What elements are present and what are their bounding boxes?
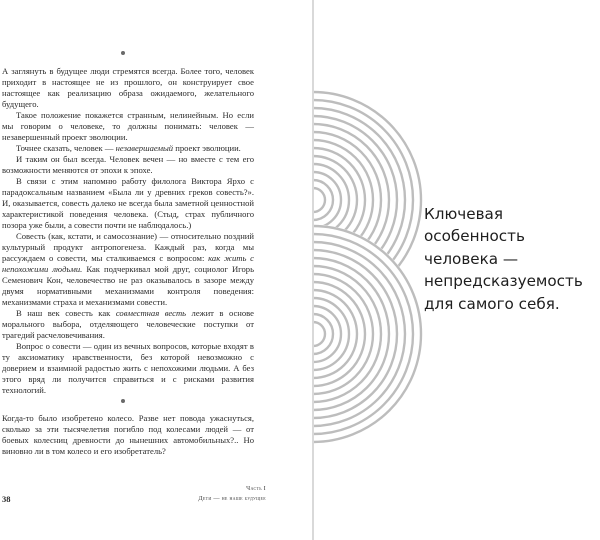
pull-quote-line: Ключевая bbox=[424, 205, 503, 223]
paragraph: Вопрос о совести — один из вечных вопросов, которые входят в ту аксиоматику нравственности, без которой невозможно с доверием и взаимной радостью жить с непохожими людьми. А без этого вряд ли получится справиться и с рисками развития технологий. bbox=[2, 341, 254, 395]
part-label: Часть I bbox=[246, 485, 266, 492]
paragraph: В наш век совесть как совместная весть лежит в основе морального выбора, отделяющего человеческие поступки от трагедий расчеловечивания. bbox=[2, 308, 254, 340]
part-title: Дети — не наше будущее bbox=[198, 495, 266, 502]
pull-quote-line: для самого себя. bbox=[424, 294, 560, 313]
emphasis: как жить с непохожими людьми. bbox=[2, 253, 254, 274]
paragraph: А заглянуть в будущее люди стремятся всегда. Более того, человек приходит в настоящее не из прошлого, он конструирует свое настоящее как реализацию образа ожидаемого, желательного будущего. bbox=[2, 66, 254, 109]
emphasis: совместная весть bbox=[115, 308, 187, 318]
pull-quote-line: особенность bbox=[424, 227, 525, 246]
paragraph: Совесть (как, кстати, и самосознание) — относительно поздний культурный продукт антропогенеза. Каждый раз, когда мы рассуждаем о совести, мы сталкиваемся с вопросом: как жить с непохожими людьми. Как подчеркивал мой друг, социолог Игорь Семенович Кон, человечество не раз оказывалось в зазоре между двумя нормативными механизмами контроля поведения: механизмами страха и механизмами совести. bbox=[2, 231, 254, 307]
pull-quote bbox=[424, 203, 594, 315]
pull-quote-line: непредсказуемость bbox=[424, 272, 583, 291]
paragraph: В связи с этим напомню работу филолога Виктора Ярхо с парадоксальным названием «Была ли у древних греков совесть?». И, оказывается, совесть далеко не всегда была заметной ценностной характеристикой поведения человека. (Стыд, страх публичного позора уже были, а совести почти не наблюдалось.) bbox=[2, 176, 254, 230]
pull-quote-line: человека — bbox=[424, 249, 519, 268]
page-divider bbox=[312, 0, 314, 540]
paragraph: Когда-то было изобретено колесо. Разве нет повода ужаснуться, сколько за эти тысячелетия погибло под колесами людей — от боевых колесниц древности до нынешних автомобильных?.. Но виновно ли в том колесо и его изобретатель? bbox=[2, 413, 254, 456]
paragraph: Точнее сказать, человек — незавершаемый проект эволюции. bbox=[16, 143, 241, 153]
emphasis: незавершаемый bbox=[115, 143, 174, 153]
paragraph: Такое положение покажется странным, нелинейным. Но если мы говорим о человеке, то должны понимать: человек — незавершенный проект эволюции. bbox=[2, 110, 254, 142]
page-number: 38 bbox=[2, 494, 11, 504]
paragraph: И таким он был всегда. Человек вечен — но вместе с тем его возможности меняются от эпохи к эпохе. bbox=[2, 154, 254, 175]
